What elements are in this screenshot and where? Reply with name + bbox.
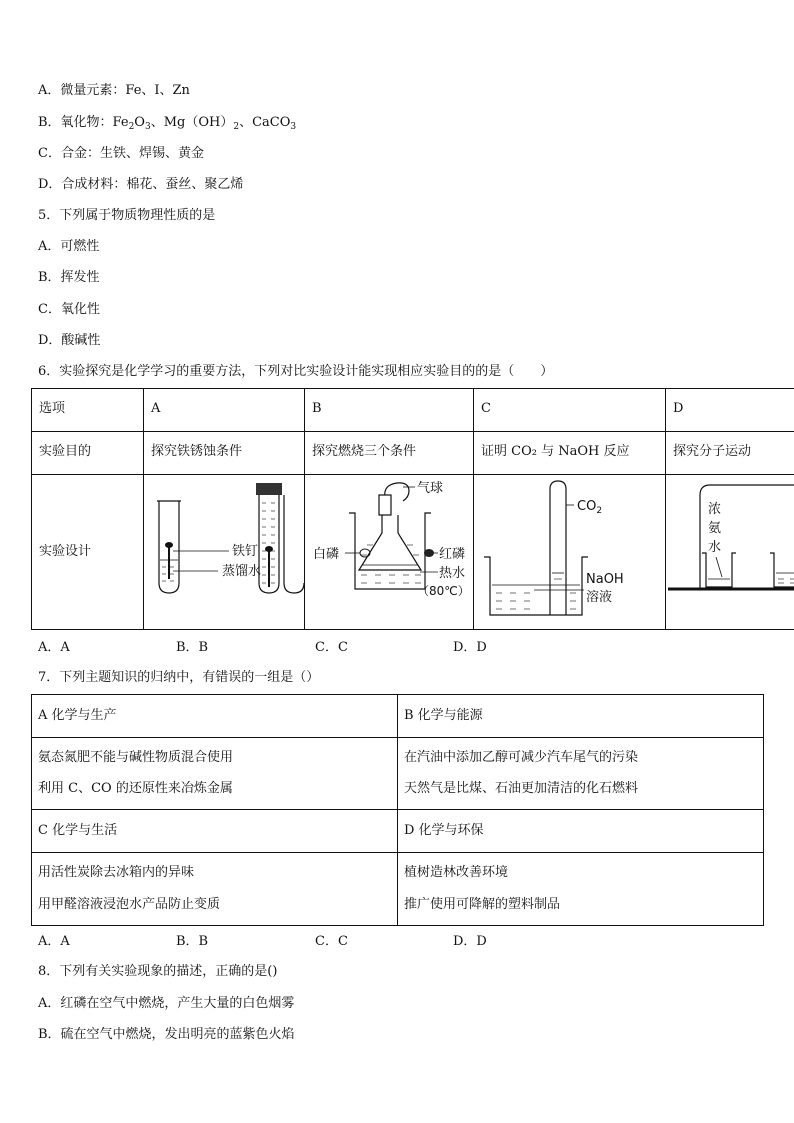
q6-purpose-c: 证明 CO₂ 与 NaOH 反应 (481, 444, 630, 459)
q7-options (38, 934, 538, 950)
q5-stem: 5．下列属于物质物理性质的是 (38, 208, 216, 223)
q7-option-a: A．A (38, 934, 70, 949)
q6-header-b: B (312, 401, 322, 416)
figure-a-water-label: 蒸馏水 (222, 564, 262, 579)
figure-d-molecule-motion (666, 475, 794, 629)
q7-stem: 7．下列主题知识的归纳中，有错误的一组是（） (38, 670, 320, 685)
q6-header-a: A (151, 401, 161, 416)
q7-option-d: D．D (453, 934, 487, 949)
q7-d-line-1: 植树造林改善环境 (404, 865, 509, 880)
figure-d-ammonia-2: 氨 (708, 521, 722, 536)
q7-table (31, 694, 764, 926)
q4-option-a: A．微量元素：Fe、I、Zn (38, 83, 190, 98)
q6-purpose-b: 探究燃烧三个条件 (312, 444, 417, 459)
figure-a-iron-rust (144, 475, 304, 629)
q6-header-option: 选项 (39, 401, 66, 416)
figure-c-gas-label: $CO_2$ (577, 499, 603, 516)
q4-option-b: B．氧化物：$Fe_2O_3$、$Mg(OH)_2$、CaCO$_3$ (38, 115, 297, 132)
q6-purpose-d: 探究分子运动 (673, 444, 752, 459)
q8-option-a: A．红磷在空气中燃烧，产生大量的白色烟雾 (38, 996, 295, 1011)
q4-option-d: D．合成材料：棉花、蚕丝、聚乙烯 (38, 177, 244, 192)
figure-d-ammonia-3: 水 (708, 540, 722, 555)
figure-b-red-p-label: 红磷 (439, 547, 466, 562)
q7-option-c: C．C (315, 934, 348, 949)
q6-header-d: D (673, 401, 684, 416)
q7-a-line-2: 利用 C、CO 的还原性来冶炼金属 (38, 781, 233, 796)
q7-option-b: B．B (176, 934, 209, 949)
q5-option-a: A．可燃性 (38, 239, 100, 254)
q7-b-title: B 化学与能源 (404, 708, 483, 723)
q6-table (31, 388, 794, 630)
q5-option-b: B．挥发性 (38, 270, 100, 285)
q6-design-label: 实验设计 (39, 544, 92, 559)
q6-option-d: D．D (453, 640, 487, 655)
figure-c-co2-naoh (474, 475, 665, 629)
q6-purpose-a: 探究铁锈蚀条件 (151, 444, 243, 459)
q7-d-title: D 化学与环保 (404, 823, 484, 838)
q6-header-c: C (481, 401, 491, 416)
figure-b-hot-water-label: 热水 (439, 566, 466, 581)
q5-option-c: C．氧化性 (38, 302, 100, 317)
q7-c-line-1: 用活性炭除去冰箱内的异味 (38, 865, 195, 880)
q7-c-title: C 化学与生活 (38, 823, 118, 838)
q6-options (38, 640, 538, 656)
q7-a-line-1: 氨态氮肥不能与碱性物质混合使用 (38, 750, 234, 765)
q8-stem: 8．下列有关实验现象的描述，正确的是() (38, 964, 278, 979)
figure-b-white-p-label: 白磷 (313, 547, 340, 562)
figure-b-combustion (305, 475, 473, 629)
q8-option-b: B．硫在空气中燃烧，发出明亮的蓝紫色火焰 (38, 1027, 295, 1042)
q6-option-a: A．A (38, 640, 70, 655)
q7-b-line-1: 在汽油中添加乙醇可减少汽车尾气的污染 (404, 750, 639, 765)
figure-c-sol-label-1: NaOH (586, 572, 624, 587)
q6-purpose-label: 实验目的 (39, 444, 92, 459)
q6-option-c: C．C (315, 640, 348, 655)
figure-b-balloon-label: 气球 (417, 481, 444, 496)
figure-c-sol-label-2: 溶液 (586, 590, 613, 605)
figure-d-ammonia-1: 浓 (708, 502, 722, 517)
figure-b-temp-label: （80℃） (417, 584, 470, 598)
q6-stem: 6．实验探究是化学学习的重要方法，下列对比实验设计能实现相应实验目的的是（ ） (38, 364, 554, 379)
q5-option-d: D．酸碱性 (38, 333, 101, 348)
q6-option-b: B．B (176, 640, 209, 655)
q7-a-title: A 化学与生产 (38, 708, 117, 723)
q4-option-c: C．合金：生铁、焊锡、黄金 (38, 146, 204, 161)
q7-d-line-2: 推广使用可降解的塑料制品 (404, 897, 561, 912)
q7-b-line-2: 天然气是比煤、石油更加清洁的化石燃料 (404, 781, 639, 796)
q7-c-line-2: 用甲醛溶液浸泡水产品防止变质 (38, 897, 221, 912)
figure-a-nail-label: 铁钉 (232, 544, 259, 559)
